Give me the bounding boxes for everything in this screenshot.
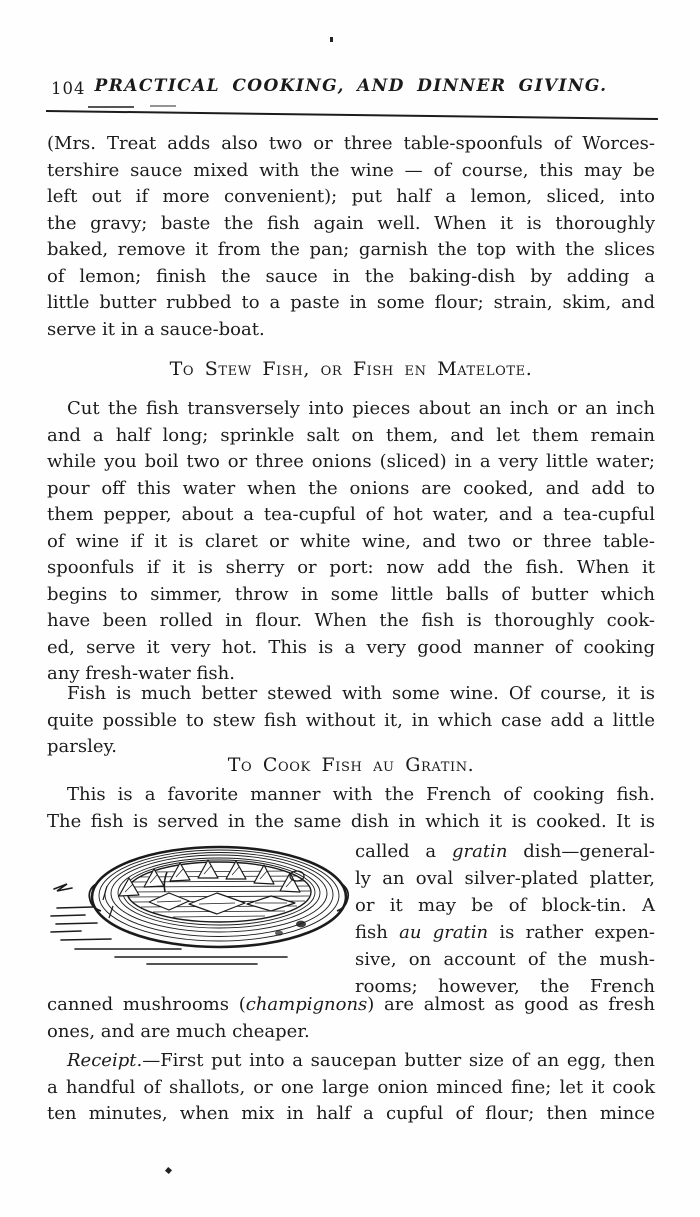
text-line: or it may be of block-tin. A xyxy=(355,895,655,916)
text-line xyxy=(355,838,655,865)
header-rule-dash xyxy=(88,106,134,108)
italic-term: au gratin xyxy=(399,922,489,943)
section-heading-fish-au-gratin: To Cook Fish au Gratin. xyxy=(227,754,475,776)
text-line: rooms; however, the French xyxy=(355,976,655,997)
text-line xyxy=(47,1048,655,1075)
text-line: little butter rubbed to a paste in some flour; strain, skim, and xyxy=(47,292,655,313)
illustration-row xyxy=(47,835,655,997)
text-line: (Mrs. Treat adds also two or three table-spoonfuls of Worces- xyxy=(47,133,655,154)
text-line: sive, on account of the mush- xyxy=(355,949,655,970)
italic-term: champignons xyxy=(245,994,368,1015)
text-line xyxy=(355,919,655,946)
text-segment: fish xyxy=(355,922,400,943)
text-line: any fresh-water fish. xyxy=(47,663,235,684)
text-line: ly an oval silver-plated platter, xyxy=(355,868,655,889)
text-line: while you boil two or three onions (sliced) in a very little water; xyxy=(47,451,655,472)
text-line: of lemon; finish the sauce in the baking-dish by adding a xyxy=(47,265,655,287)
paragraph-gratin-1 xyxy=(47,782,655,835)
text-line: a handful of shallots, or one large onion minced fine; let it cook xyxy=(47,1076,655,1098)
text-line: and a half long; sprinkle salt on them, and let them remain xyxy=(47,424,655,446)
paragraph-gratin-wrapped xyxy=(355,838,655,1000)
text-line: pour off this water when the onions are cooked, and add to xyxy=(47,477,655,499)
text-line: quite possible to stew fish without it, in which case add a little xyxy=(47,709,655,731)
text-line: baked, remove it from the pan; garnish the top with the slices xyxy=(47,239,655,260)
text-line: them pepper, about a tea-cupful of hot water, and a tea-cupful xyxy=(47,504,655,525)
text-line: ten minutes, when mix in half a cupful of flour; then mince xyxy=(47,1103,655,1124)
section-heading-stew-fish: To Stew Fish, or Fish en Matelote. xyxy=(169,358,533,380)
gratin-dish-engraving xyxy=(49,840,351,974)
text-segment: ) are almost as good as fresh xyxy=(367,994,655,1015)
text-segment: canned mushrooms ( xyxy=(47,994,246,1015)
scan-speck xyxy=(165,1167,172,1174)
text-line: ed, serve it very hot. This is a very good manner of cooking xyxy=(47,636,655,658)
header-rule xyxy=(46,110,658,120)
text-line: This is a favorite manner with the French of cooking fish. xyxy=(67,784,655,805)
text-line: tershire sauce mixed with the wine — of course, this may be xyxy=(47,159,655,181)
paragraph-stew-1 xyxy=(47,396,655,688)
text-line: parsley. xyxy=(47,736,118,757)
text-line: The fish is served in the same dish in which it is cooked. It is xyxy=(47,810,655,832)
gratin-dish-illustration xyxy=(49,840,351,974)
text-line: of wine if it is claret or white wine, and two or three table- xyxy=(47,530,655,552)
text-segment: called a xyxy=(355,841,452,862)
text-line: have been rolled in flour. When the fish is thoroughly cook- xyxy=(47,610,655,631)
text-line: begins to simmer, throw in some little balls of butter which xyxy=(47,583,655,605)
text-line: spoonfuls if it is sherry or port: now add the fish. When it xyxy=(47,557,655,578)
text-line: ones, and are much cheaper. xyxy=(47,1020,310,1042)
italic-term: gratin xyxy=(451,841,508,862)
paragraph-intro xyxy=(47,131,655,343)
text-line: the gravy; baste the fish again well. When it is thoroughly xyxy=(47,212,655,234)
text-line xyxy=(47,992,655,1019)
page-number: 104 xyxy=(51,79,86,98)
text-segment: dish—general- xyxy=(507,841,655,862)
text-line: serve it in a sauce-boat. xyxy=(47,318,265,340)
paragraph-stew-2 xyxy=(47,681,655,761)
running-title: PRACTICAL COOKING, AND DINNER GIVING. xyxy=(94,76,608,96)
paragraph-receipt xyxy=(47,1048,655,1128)
italic-term: Receipt. xyxy=(67,1050,143,1071)
text-segment: —First put into a saucepan butter size of an egg, then xyxy=(142,1050,655,1071)
scan-speck xyxy=(330,37,333,42)
text-line: Fish is much better stewed with some wine. Of course, it is xyxy=(67,683,655,704)
text-line: Cut the fish transversely into pieces about an inch or an inch xyxy=(67,398,655,419)
text-line: left out if more convenient); put half a lemon, sliced, into xyxy=(47,186,655,207)
header-rule-dash xyxy=(150,105,176,107)
paragraph-gratin-continued xyxy=(47,992,655,1045)
text-segment: is rather expen- xyxy=(488,922,655,943)
